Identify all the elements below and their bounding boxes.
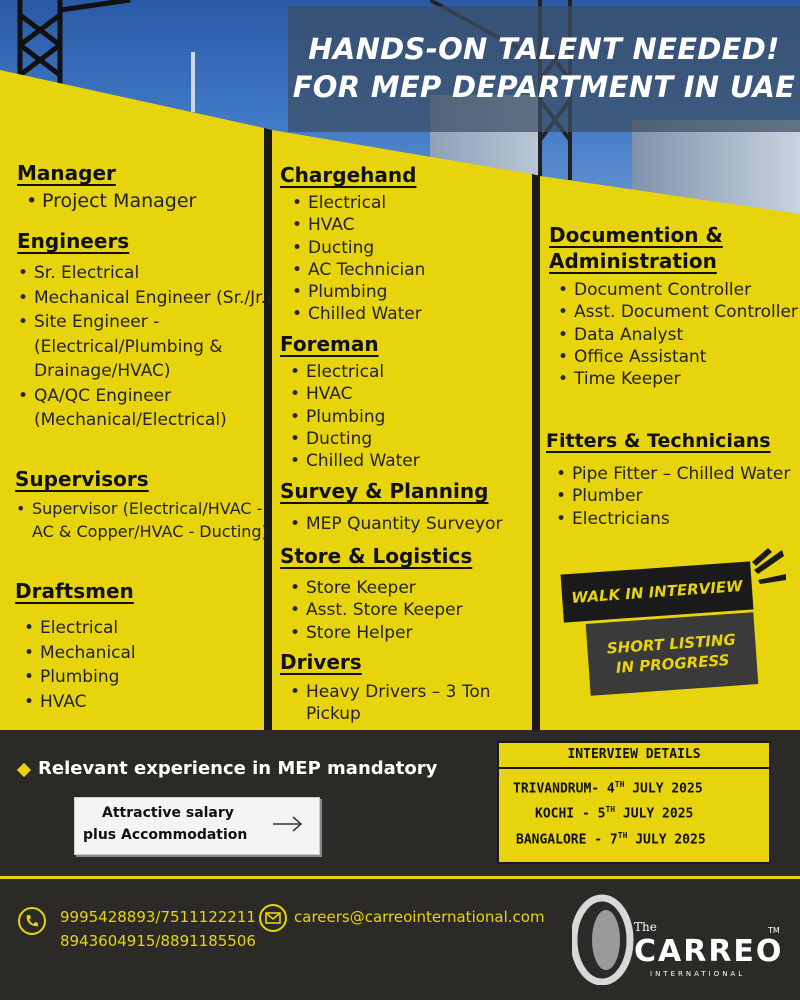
list-item: • Sr. Electrical: [34, 261, 274, 286]
interview-date: JULY 2025: [624, 781, 703, 797]
list-item: • Supervisor (Electrical/HVAC -AC & Copper/HVAC - Ducting): [32, 497, 272, 543]
list-item: • Document Controller: [574, 279, 800, 301]
heading-draftsmen: Draftsmen: [15, 579, 134, 603]
heading-survey-planning: Survey & Planning: [280, 479, 489, 503]
email-icon: [258, 903, 288, 933]
interview-details-box: [497, 741, 771, 864]
logo-name: CARREO: [634, 934, 784, 969]
carreo-logo: [572, 890, 792, 990]
list-supervisors: [10, 497, 272, 543]
interview-city: KOCHI - 5: [535, 806, 606, 822]
salary-line-2: plus Accommodation: [83, 827, 248, 843]
phone-number-2[interactable]: 8943604915/8891185506: [60, 932, 256, 950]
list-item: • Store Keeper: [306, 577, 541, 599]
list-item: • Chilled Water: [306, 450, 541, 472]
heading-store-logistics: Store & Logistics: [280, 544, 473, 568]
interview-city: BANGALORE - 7: [516, 832, 618, 848]
interview-city: TRIVANDRUM- 4: [513, 781, 615, 797]
title-line-2: FOR MEP DEPARTMENT IN UAE: [292, 70, 796, 104]
list-survey-planning: [284, 513, 546, 535]
list-item: • Project Manager: [42, 190, 272, 212]
heading-supervisors: Supervisors: [15, 467, 149, 491]
list-documentation: [552, 279, 800, 390]
list-manager: [20, 190, 272, 212]
list-item: • Electricians: [572, 508, 800, 530]
list-item: • Ducting: [306, 428, 541, 450]
list-item: • Mechanical: [40, 641, 260, 666]
title-line-1: HANDS-ON TALENT NEEDED!: [308, 32, 780, 66]
heading-administration: Administration: [549, 249, 717, 273]
title-box: [288, 6, 800, 132]
arrow-right-icon: [271, 814, 305, 834]
list-fitters-technicians: [550, 463, 800, 530]
list-item: • Plumbing: [308, 281, 543, 303]
walk-in-label: WALK IN INTERVIEW: [570, 577, 744, 607]
list-store-logistics: [284, 577, 541, 644]
heading-foreman: Foreman: [280, 332, 379, 356]
list-item: • HVAC: [306, 383, 541, 405]
ordinal-suffix: TH: [617, 831, 628, 840]
list-item: • AC Technician: [308, 259, 543, 281]
salary-line-1: Attractive salary: [102, 805, 234, 821]
list-item: • Asst. Store Keeper: [306, 599, 541, 621]
list-item: • Heavy Drivers – 3 Ton Pickup: [306, 681, 538, 726]
heading-documentation: Documention &: [549, 223, 723, 247]
ordinal-suffix: TH: [614, 780, 625, 789]
list-item: • Office Assistant: [574, 346, 800, 368]
list-item: • Data Analyst: [574, 324, 800, 346]
logo-tm: TM: [768, 926, 780, 935]
list-item: • Site Engineer - (Electrical/Plumbing & Drainage/HVAC): [34, 310, 274, 384]
heading-manager: Manager: [17, 161, 116, 185]
list-item: • Electrical: [40, 616, 260, 641]
list-item: • Plumber: [572, 485, 800, 507]
salary-box: [74, 797, 320, 855]
logo-the: The: [634, 920, 657, 934]
list-item: • Electrical: [308, 192, 543, 214]
list-drivers: [284, 681, 538, 726]
heading-fitters-technicians: Fitters & Technicians: [546, 430, 771, 452]
list-item: • Time Keeper: [574, 368, 800, 390]
interview-row-kochi: [535, 805, 693, 821]
list-item: • Mechanical Engineer (Sr./Jr.): [34, 286, 274, 311]
email-link[interactable]: careers@carreointernational.com: [294, 908, 545, 926]
list-item: • Plumbing: [40, 665, 260, 690]
heading-engineers: Engineers: [17, 229, 130, 253]
interview-row-bangalore: [516, 831, 706, 847]
interview-date: JULY 2025: [615, 806, 694, 822]
requirement-text: Relevant experience in MEP mandatory: [38, 758, 438, 779]
heading-drivers: Drivers: [280, 650, 362, 674]
list-draftsmen: [18, 616, 260, 714]
list-item: • Pipe Fitter – Chilled Water: [572, 463, 800, 485]
short-listing-label: SHORT LISTING IN PROGRESS: [606, 630, 737, 677]
interview-title: INTERVIEW DETAILS: [499, 743, 769, 769]
list-engineers: [12, 261, 274, 433]
phone-number-1[interactable]: 9995428893/7511122211: [60, 908, 256, 926]
burst-lines-icon: [748, 548, 788, 594]
phone-icon: [17, 906, 47, 936]
interview-row-trivandrum: [513, 780, 703, 796]
logo-swirl-icon: [572, 890, 642, 985]
list-item: • HVAC: [40, 690, 260, 715]
interview-date: JULY 2025: [627, 832, 706, 848]
list-item: • Asst. Document Controller: [574, 301, 800, 323]
list-item: • HVAC: [308, 214, 543, 236]
list-item: • Plumbing: [306, 406, 541, 428]
list-item: • Chilled Water: [308, 303, 543, 325]
list-item: • QA/QC Engineer (Mechanical/Electrical): [34, 384, 274, 433]
list-item: • MEP Quantity Surveyor: [306, 513, 546, 535]
list-foreman: [284, 361, 541, 472]
divider-line: [0, 876, 800, 879]
list-item: • Electrical: [306, 361, 541, 383]
list-chargehand: [286, 192, 543, 326]
short-listing-badge: [586, 612, 759, 696]
logo-subtitle: INTERNATIONAL: [650, 970, 746, 978]
ordinal-suffix: TH: [605, 805, 616, 814]
list-item: • Ducting: [308, 237, 543, 259]
heading-chargehand: Chargehand: [280, 163, 417, 187]
list-item: • Store Helper: [306, 622, 541, 644]
